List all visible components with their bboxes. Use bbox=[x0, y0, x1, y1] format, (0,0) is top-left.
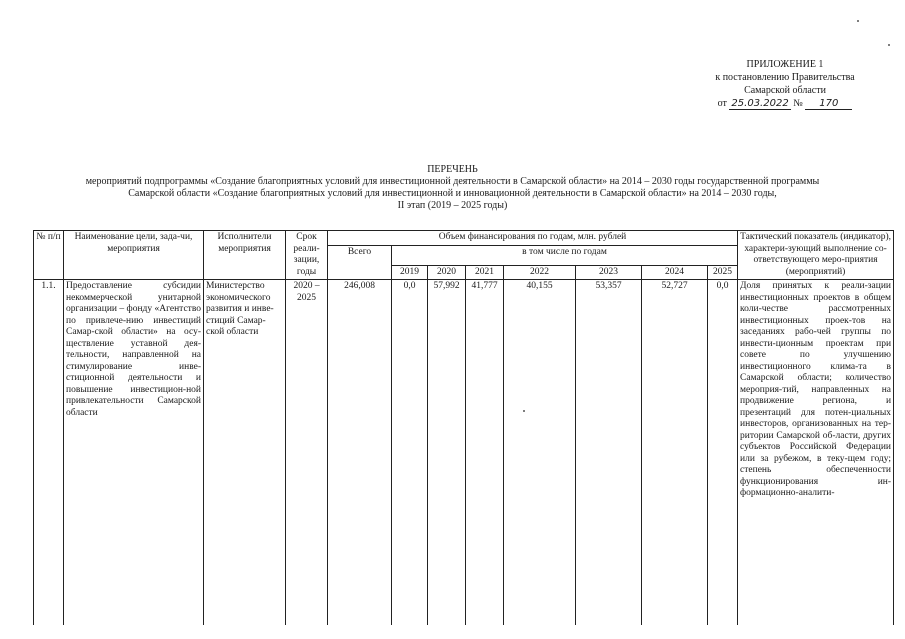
title-line4: II этап (2019 – 2025 годы) bbox=[397, 200, 508, 211]
header-row-1 bbox=[34, 231, 894, 246]
header-executors: Исполнители мероприятия bbox=[204, 231, 286, 280]
row-value-2022: 40,155 bbox=[504, 280, 576, 625]
scan-speck bbox=[523, 410, 525, 412]
header-indicator: Тактический показатель (индикатор), характери-зующий выполнение со-ответствующего меро-приятия (мероприятий) bbox=[738, 231, 894, 280]
header-year: 2019 bbox=[392, 265, 428, 280]
annex-block bbox=[690, 58, 880, 110]
table-row bbox=[34, 280, 894, 625]
row-value-2019: 0,0 bbox=[392, 280, 428, 625]
row-name: Предоставление субсидии некоммерческой унитарной организации – фонду «Агентство по привлече-нию инвестиций Самар-ской области» на осу-ществление уставной дея-тельности, направленной на стимулирование инве-стиционной деятельности и повышение инвестицион-ной привлекательности Самарской области bbox=[64, 280, 204, 625]
title-line2: мероприятий подпрограммы «Создание благоприятных условий для инвестиционной деятельности в Самарской области» на 2014 – 2030 годы государственной программы bbox=[85, 176, 820, 187]
row-total: 246,008 bbox=[328, 280, 392, 625]
header-year: 2020 bbox=[428, 265, 466, 280]
header-name: Наименование цели, зада-чи, мероприятия bbox=[64, 231, 204, 280]
document-title bbox=[0, 164, 905, 212]
header-year: 2021 bbox=[466, 265, 504, 280]
row-executors: Министерство экономического развития и инве-стиций Самар-ской области bbox=[204, 280, 286, 625]
header-year: 2024 bbox=[642, 265, 708, 280]
row-value-2024: 52,727 bbox=[642, 280, 708, 625]
header-year: 2025 bbox=[708, 265, 738, 280]
row-value-2025: 0,0 bbox=[708, 280, 738, 625]
annex-date-line bbox=[690, 97, 880, 110]
annex-line3: Самарской области bbox=[744, 85, 826, 96]
number-prefix: № bbox=[793, 98, 803, 109]
scan-speck bbox=[888, 44, 890, 46]
header-incl: в том числе по годам bbox=[392, 245, 738, 265]
scan-speck bbox=[857, 20, 859, 22]
title-line3: Самарской области «Создание благоприятных условий для инвестиционной и инновационной деятельности в Самарской области» на 2014 – 2030 годы, bbox=[128, 188, 777, 199]
handwritten-number: 170 bbox=[805, 98, 852, 110]
title-line1: ПЕРЕЧЕНЬ bbox=[427, 164, 478, 175]
row-indicator: Доля принятых к реали-зации инвестиционных проектов в общем коли-честве рассмотренных инвестиционных проек-тов на заседаниях рабо-чей группы по инвести-ционным проектам при совете по улучшению инвестиционного клима-та в Самарской области; количество мероприя-тий, направленных на продвижение региона, и презентаций для потен-циальных инвесторов, организованных на тер-ритории Самарской об-ласти, других субъектов Российской Федерации или за рубежом, в теку-щем году; степень обеспеченности функционирования ин-формационно-аналити- bbox=[738, 280, 894, 625]
header-year: 2022 bbox=[504, 265, 576, 280]
annex-line2: к постановлению Правительства bbox=[715, 72, 855, 83]
header-year: 2023 bbox=[576, 265, 642, 280]
handwritten-date: 25.03.2022 bbox=[731, 98, 789, 109]
header-total: Всего bbox=[328, 245, 392, 280]
header-funding: Объем финансирования по годам, млн. рублей bbox=[328, 231, 738, 246]
date-prefix: от bbox=[717, 98, 727, 109]
row-value-2023: 53,357 bbox=[576, 280, 642, 625]
row-value-2020: 57,992 bbox=[428, 280, 466, 625]
header-num: № п/п bbox=[34, 231, 64, 280]
row-value-2021: 41,777 bbox=[466, 280, 504, 625]
header-term: Срок реали-зации, годы bbox=[286, 231, 328, 280]
row-term: 2020 – 2025 bbox=[286, 280, 328, 625]
annex-title: ПРИЛОЖЕНИЕ 1 bbox=[746, 59, 824, 70]
measures-table bbox=[33, 230, 894, 625]
row-num: 1.1. bbox=[34, 280, 64, 625]
